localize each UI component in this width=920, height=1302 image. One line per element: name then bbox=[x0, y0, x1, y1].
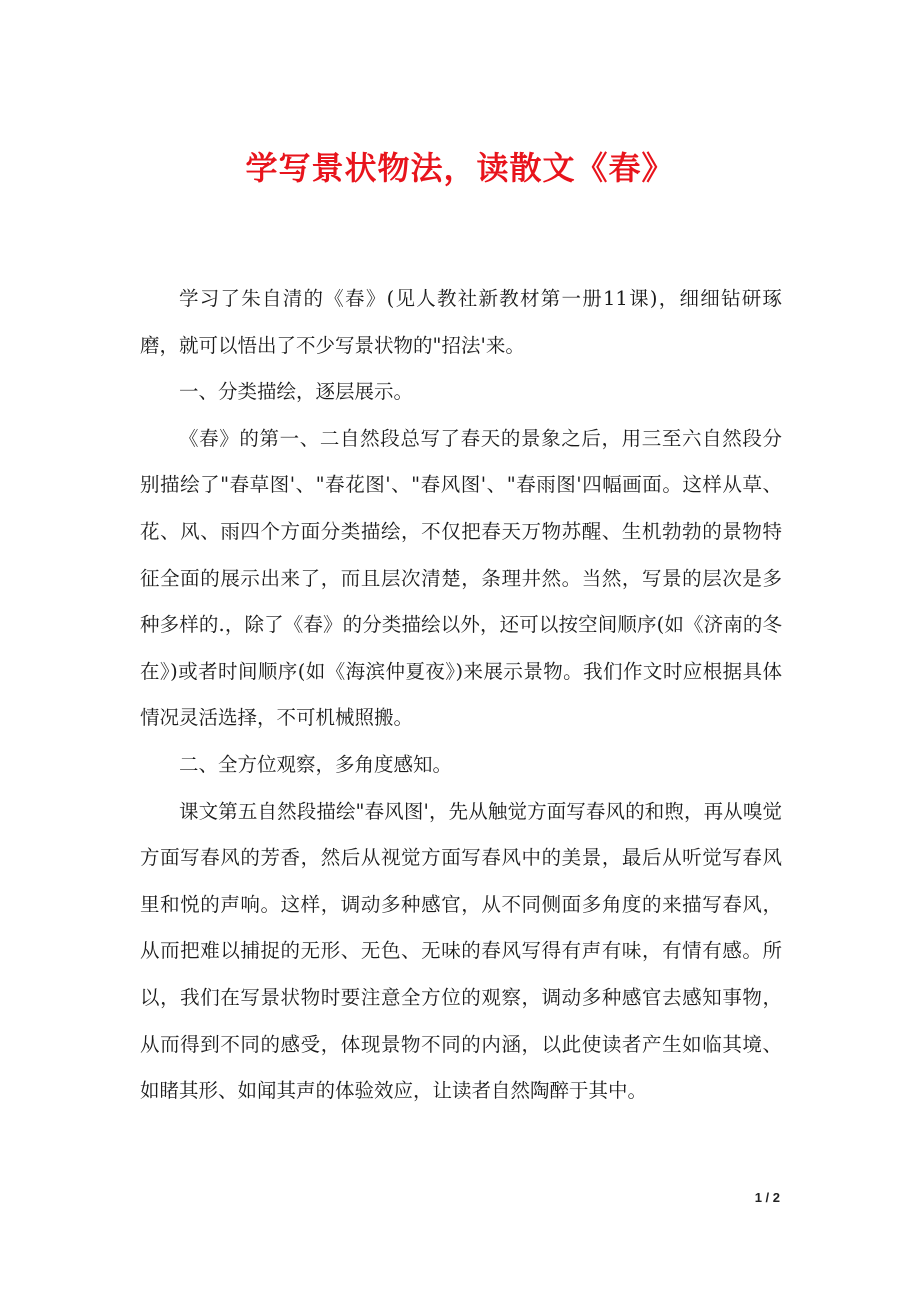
paragraph-section-1: 《春》的第一、二自然段总写了春天的景象之后，用三至六自然段分别描绘了"春草图'、"春花图'、"春风图'、"春雨图'四幅画面。这样从草、花、风、雨四个方面分类描绘，不仅把春天万物苏醒、生机勃勃的景物特征全面的展示出来了，而且层次清楚，条理井然。当然，写景的层次是多种多样的.，除了《春》的分类描绘以外，还可以按空间顺序(如《济南的冬在》)或者时间顺序(如《海滨仲夏夜》)来展示景物。我们作文时应根据具体情况灵活选择，不可机械照搬。 bbox=[140, 426, 782, 730]
document-body bbox=[140, 276, 782, 1115]
section-heading-2: 二、全方位观察，多角度感知。 bbox=[179, 752, 453, 776]
paragraph-intro: 学习了朱自清的《春》(见人教社新教材第一册11课)，细细钻研琢磨，就可以悟出了不少写景状物的"招法'来。 bbox=[140, 287, 782, 357]
section-heading-1: 一、分类描绘，逐层展示。 bbox=[179, 380, 414, 404]
paragraph-section-2: 课文第五自然段描绘"春风图'，先从触觉方面写春风的和煦，再从嗅觉方面写春风的芳香，然后从视觉方面写春风中的美景，最后从听觉写春风里和悦的声响。这样，调动多种感官，从不同侧面多角度的来描写春风，从而把难以捕捉的无形、无色、无味的春风写得有声有味，有情有感。所以，我们在写景状物时要注意全方位的观察，调动多种感官去感知事物，从而得到不同的感受，体现景物不同的内涵，以此使读者产生如临其境、如睹其形、如闻其声的体验效应，让读者自然陶醉于其中。 bbox=[140, 799, 782, 1103]
document-title: 学写景状物法，读散文《春》 bbox=[245, 149, 675, 187]
page-number: 1 / 2 bbox=[754, 1190, 780, 1205]
